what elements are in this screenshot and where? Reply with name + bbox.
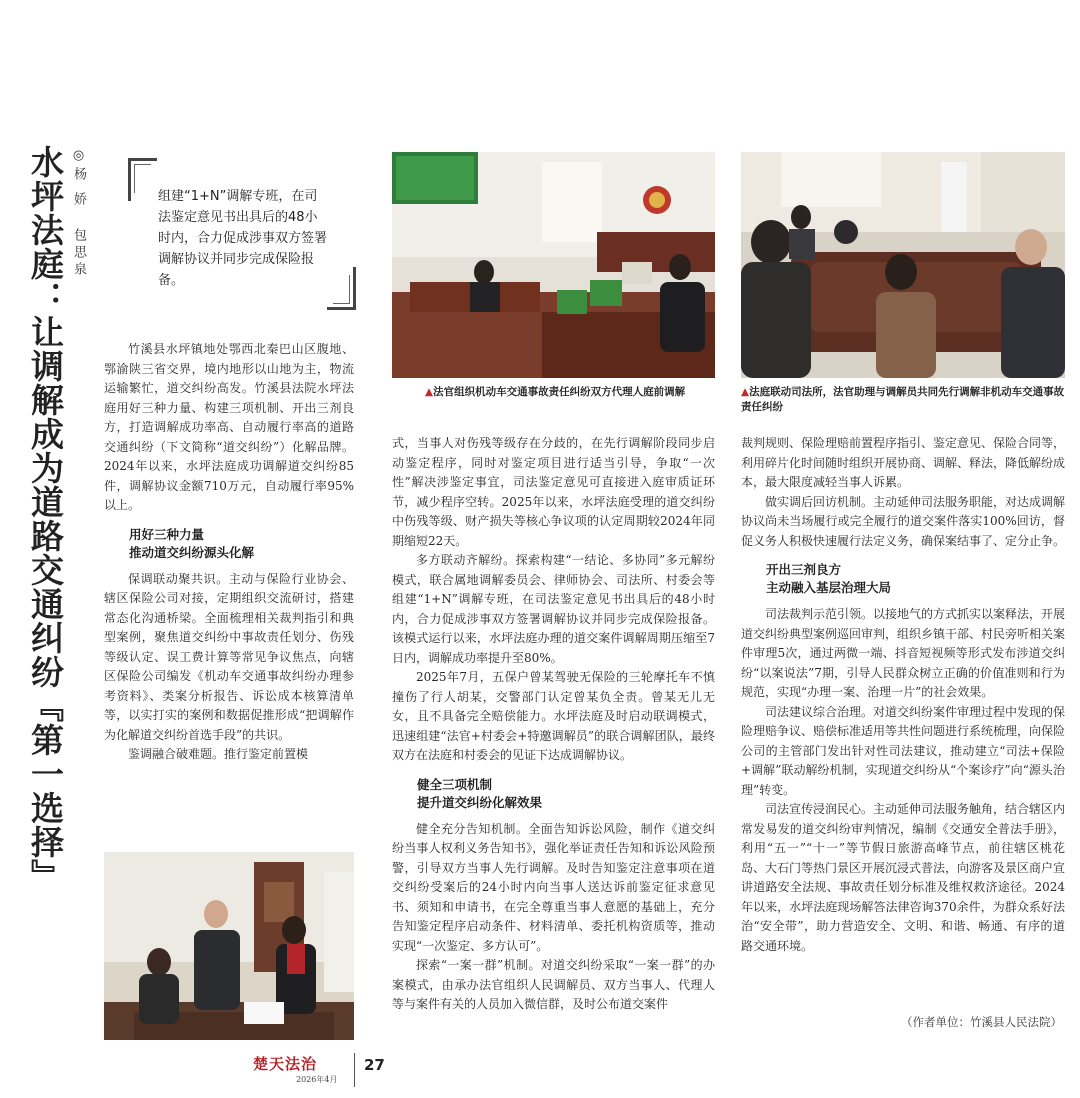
paragraph: 司法宣传浸润民心。主动延伸司法服务触角，结合辖区内常发易发的道交纠纷审判情况，编制《交通安全普法手册》，利用“五一”“十一”等节假日旅游高峰节点，前往辖区桃花岛、大石门等热门景区开展沉浸式普法，向游客及景区商户宣讲道路安全法规、事故责任划分标准及维权救济途径。2024年以来，水坪法庭现场解答法律咨询370余件，为群众系好法治“安全带”，助力营造安全、文明、和谐、畅通、有序的道路交通环境。: [741, 802, 1066, 953]
pull-quote: [128, 158, 356, 310]
column-1: [104, 340, 354, 765]
quote-corner-top-left-inner: [134, 164, 151, 193]
paragraph: 多方联动齐解纷。探索构建“一结论、多协同”多元解纷模式，联合属地调解委员会、律师协会、司法所、村委会等组建“1+N”调解专班，在司法鉴定意见书出具后的48小时内，合力促成涉事双方签署调解协议并同步完成保险报备。该模式运行以来，水坪法庭办理的道交案件调解周期压缩至7日内，调解成功率提升至80%。: [392, 553, 715, 665]
section-heading-3-line2: 主动融入基层治理大局: [766, 580, 892, 595]
section-heading-1-line1: 用好三种力量: [129, 526, 205, 542]
paragraph: 健全充分告知机制。全面告知诉讼风险，制作《道交纠纷当事人权利义务告知书》，强化举证责任告知和诉讼风险预警，引导双方当事人先行调解。及时告知鉴定注意事项在道交纠纷受案后的24小时内向当事人送达诉前鉴定征求意见书、须知和申请书，在完全尊重当事人意愿的基础上，充分告知鉴定程序启动条件、材料清单、委托机构资质等，推动实现“一次鉴定、多方认可”。: [392, 821, 715, 953]
column-2: [392, 434, 715, 1015]
paragraph: 探索“一案一群”机制。对道交纠纷采取“一案一群”的办案模式，由承办法官组织人民调解员、双方当事人、代理人等与案件有关的人员加入微信群，及时公布道交案件: [392, 958, 715, 1011]
photo-1-caption-text: 法官组织机动车交通事故责任纠纷双方代理人庭前调解: [433, 386, 686, 398]
paragraph: 司法建议综合治理。对道交纠纷案件审理过程中发现的保险理赔争议、赔偿标准适用等共性问题进行系统梳理，向保险公司的主管部门发出针对性司法建议，推动建立“司法+保险+调解”联动解纷机制，实现道交纠纷从“个案诊疗”向“源头治理”转变。: [741, 704, 1066, 797]
photo-judicial-office-mediation: [741, 152, 1065, 378]
photo-2-caption-text: 法庭联动司法所，法官助理与调解员共同先行调解非机动车交通事故责任纠纷: [741, 386, 1065, 413]
byline-author-2: 包思泉: [71, 228, 86, 279]
photo-2-caption: [741, 385, 1065, 415]
section-heading-2-line1: 健全三项机制: [417, 776, 493, 792]
issue-date: 2026年4月: [296, 1075, 338, 1084]
section-heading-2: [392, 776, 715, 812]
photo-1-caption: [425, 385, 725, 400]
photo-office-image: [104, 852, 354, 1040]
caption-triangle-icon: ▲: [741, 386, 750, 398]
section-heading-3: [741, 561, 1065, 597]
paragraph: 式，当事人对伤残等级存在分歧的，在先行调解阶段同步启动鉴定程序，同时对鉴定项目进行适当引导，争取“一次性”解决涉鉴定事宜，司法鉴定意见可直接进入庭审质证环节，减少程序空转。2025年以来，水坪法庭受理的道交纠纷中伤残等级、财产损失等核心争议项的认定周期较2024年同期缩短22天。: [392, 436, 715, 548]
section-heading-1: [104, 526, 354, 562]
article-title: 水坪法庭：让调解成为道路交通纠纷『第一选择』: [26, 145, 65, 893]
page-number: 27: [364, 1056, 385, 1074]
byline-author-1: [70, 148, 86, 209]
photo-court-mediation-office: [104, 852, 354, 1040]
paragraph: 裁判规则、保险理赔前置程序指引、鉴定意见、保险合同等，利用碎片化时间随时组织开展协商、调解、释法，降低解纷成本，最大限度减轻当事人诉累。: [741, 436, 1066, 489]
paragraph: 保调联动聚共识。主动与保险行业协会、辖区保险公司对接，定期组织交流研讨，搭建常态化沟通桥梁。全面梳理相关裁判指引和典型案例，聚焦道交纠纷中事故责任划分、伤残等级认定、误工费计算等常见争议焦点，向辖区保险公司编发《机动车交通事故纠纷办理参考资料》、类案分析报告、诉讼成本核算清单等，以实打实的案例和数据促推形成“把调解作为化解道交纠纷首选手段”的共识。: [104, 571, 354, 742]
paragraph: 司法裁判示范引领。以接地气的方式抓实以案释法，开展道交纠纷典型案例巡回审判，组织乡镇干部、村民旁听相关案件审理5次，通过两微一端、抖音短视频等形式发布涉道交纠纷“以案说法”7期，引导人民群众树立正确的价值准则和行为规范，实现“办理一案、治理一片”的社会效果。: [741, 607, 1066, 699]
caption-triangle-icon: ▲: [425, 386, 434, 398]
section-heading-2-line2: 提升道交纠纷化解效果: [417, 794, 543, 810]
paragraph: 鉴调融合破难题。推行鉴定前置模: [128, 747, 309, 761]
author-affiliation: （作者单位：竹溪县人民法院）: [901, 1015, 1062, 1029]
paragraph: 2025年7月，五保户曾某驾驶无保险的三轮摩托车不慎撞伤了行人胡某，交警部门认定曾某负全责。曾某无儿无女，且不具备完全赔偿能力。水坪法庭及时启动联调模式，迅速组建“法官+村委会+特邀调解员”的联合调解团队，最终双方在法庭和村委会的见证下达成调解协议。: [392, 670, 715, 762]
photo-courtroom-image: [392, 152, 715, 378]
section-heading-3-line1: 开出三剂良方: [766, 562, 842, 577]
paragraph: 做实调后回访机制。主动延伸司法服务职能，对达成调解协议尚未当场履行或完全履行的道交案件落实100%回访，督促义务人积极快速履行法定义务，确保案结事了、定分止争。: [741, 494, 1066, 548]
byline-prefix: ◎: [71, 148, 86, 167]
column-3: [741, 434, 1065, 956]
section-heading-1-line2: 推动道交纠纷源头化解: [129, 544, 255, 560]
pull-quote-text: 组建“1+N”调解专班，在司法鉴定意见书出具后的48小时内，合力促成涉事双方签署调解协议并同步完成保险报备。: [158, 189, 328, 288]
magazine-logo: 楚天法治: [253, 1055, 318, 1073]
quote-corner-bottom-right-inner: [333, 275, 350, 304]
author-name-1: 杨 娇: [71, 167, 86, 210]
photo-meeting-image: [741, 152, 1065, 378]
photo-courtroom-mediation: [392, 152, 715, 378]
intro-paragraph: 竹溪县水坪镇地处鄂西北秦巴山区腹地、鄂渝陕三省交界，境内地形以山地为主，物流运输繁忙，道交纠纷高发。竹溪县法院水坪法庭用好三种力量、构建三项机制、开出三剂良方，打造调解成功率高、自动履行率高的道路交通纠纷（下文简称“道交纠纷”）化解品牌。2024年以来，水坪法庭成功调解道交纠纷85件，调解协议金额710万元，自动履行率95%以上。: [104, 342, 354, 512]
footer-divider: [354, 1053, 355, 1087]
